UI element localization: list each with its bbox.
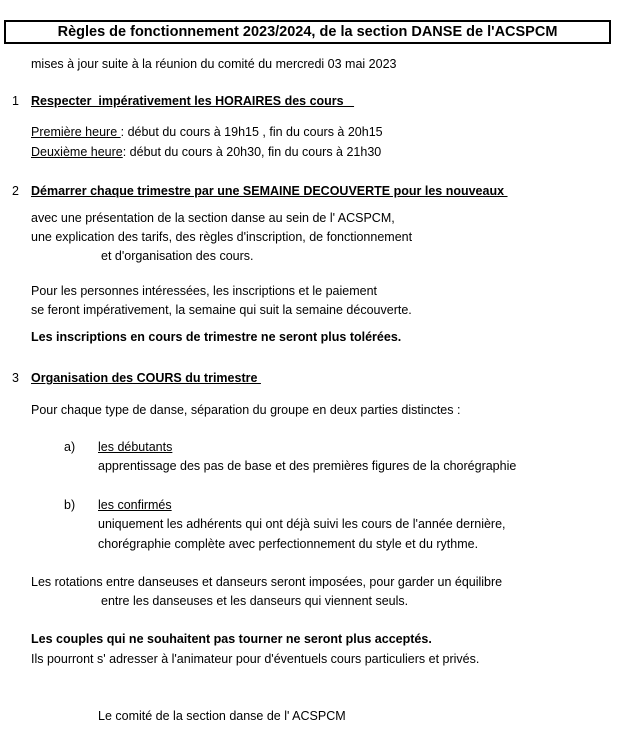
item-a-label: les débutants [98,440,173,454]
section-3-heading: Organisation des COURS du trimestre [31,371,261,385]
item-b-text-2: chorégraphie complète avec perfectionnement du style et du rythme. [98,537,479,551]
item-b-marker: b) [64,498,76,512]
section-2-p2-line-1: Pour les personnes intéressées, les inscriptions et le paiement [31,284,378,298]
item-b-text-1: uniquement les adhérents qui ont déjà suivi les cours de l'année dernière, [98,517,506,531]
item-a-marker: a) [64,440,76,454]
section-2-p1-line-2: une explication des tarifs, des règles d'inscription, de fonctionnement [31,230,413,244]
section-1-line-2 [31,144,381,160]
rotation-line-1: Les rotations entre danseuses et danseurs seront imposées, pour garder un équilibre [31,575,503,589]
section-1-heading: Respecter impérativement les HORAIRES des cours [31,94,355,108]
document-title: Règles de fonctionnement 2023/2024, de la section DANSE de l'ACSPCM [57,24,558,40]
couples-bold-note: Les couples qui ne souhaitent pas tourner ne seront plus acceptés. [31,632,432,646]
section-2-heading: Démarrer chaque trimestre par une SEMAINE DECOUVERTE pour les nouveaux [31,184,508,198]
section-2-p1-line-3: et d'organisation des cours. [101,249,254,263]
subtitle: mises à jour suite à la réunion du comité du mercredi 03 mai 2023 [31,57,397,71]
signature: Le comité de la section danse de l' ACSPCM [98,709,346,723]
section-2-p1-line-1: avec une présentation de la section danse au sein de l' ACSPCM, [31,211,395,225]
item-a-text: apprentissage des pas de base et des premières figures de la chorégraphie [98,459,517,473]
second-hour-label: Deuxième heure [31,145,123,159]
section-1-line-1 [31,124,383,140]
second-hour-text: : début du cours à 20h30, fin du cours à 21h30 [122,145,382,159]
section-3-intro: Pour chaque type de danse, séparation du groupe en deux parties distinctes : [31,403,461,417]
section-2-bold-note: Les inscriptions en cours de trimestre ne seront plus tolérées. [31,330,402,344]
couples-line: Ils pourront s' adresser à l'animateur pour d'éventuels cours particuliers et privés. [31,652,480,666]
item-b-label: les confirmés [98,498,172,512]
section-2-p2-line-2: se feront impérativement, la semaine qui suit la semaine découverte. [31,303,412,317]
first-hour-text: : début du cours à 19h15 , fin du cours à 20h15 [120,125,383,139]
section-2-number: 2 [12,184,19,198]
section-3-number: 3 [12,371,19,385]
section-1-number: 1 [12,94,19,108]
first-hour-label: Première heure [31,125,121,139]
title-box [4,20,611,44]
rotation-line-2: entre les danseuses et les danseurs qui viennent seuls. [101,594,409,608]
